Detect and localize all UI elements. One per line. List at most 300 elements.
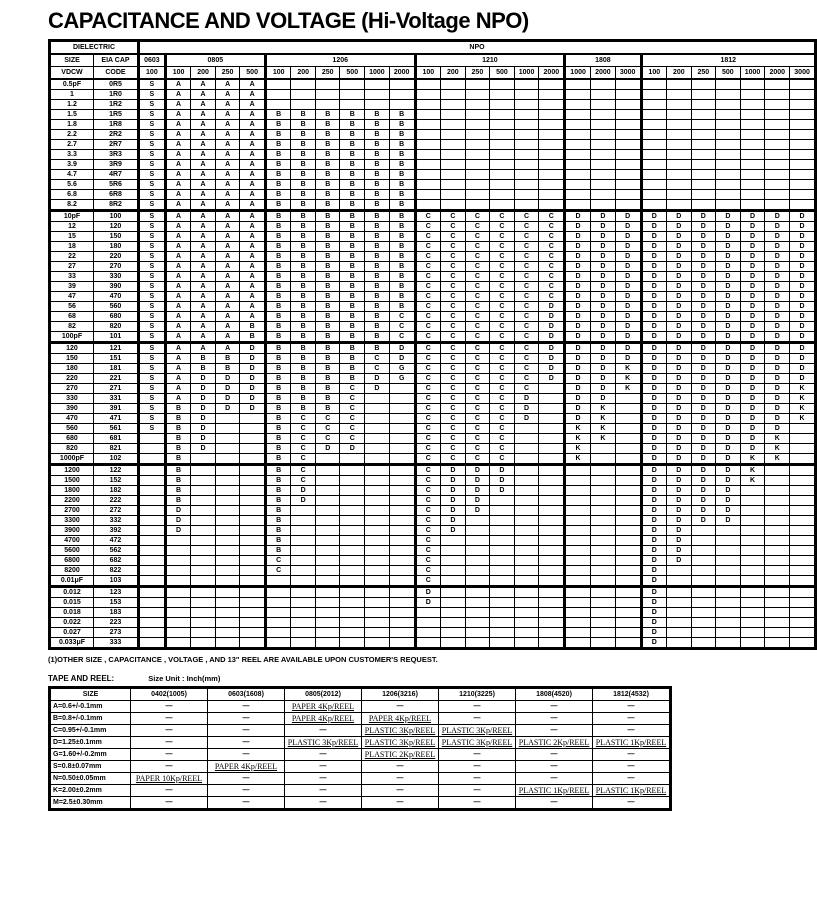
thickness-code-cell: D	[740, 332, 765, 343]
thickness-code-cell: D	[615, 282, 641, 292]
thickness-code-cell	[790, 444, 816, 454]
thickness-code-cell	[667, 587, 692, 598]
thickness-code-cell	[215, 566, 240, 576]
thickness-code-cell	[691, 170, 716, 180]
eia-code: 333	[93, 638, 138, 649]
cap-value: 2200	[50, 496, 94, 506]
thickness-code-cell: C	[415, 232, 441, 242]
thickness-code-cell	[415, 120, 441, 130]
thickness-code-cell	[415, 638, 441, 649]
thickness-code-cell	[139, 618, 166, 628]
thickness-code-cell: B	[265, 282, 291, 292]
thickness-code-cell	[514, 598, 539, 608]
thickness-code-cell	[415, 190, 441, 200]
thickness-code-cell	[539, 556, 565, 566]
thickness-code-cell	[590, 556, 615, 566]
thickness-code-cell	[716, 628, 741, 638]
thickness-code-cell	[340, 556, 365, 566]
thickness-code-cell: C	[415, 211, 441, 222]
thickness-code-cell	[590, 120, 615, 130]
thickness-code-cell	[667, 90, 692, 100]
thickness-code-cell: D	[790, 302, 816, 312]
thickness-code-cell	[514, 424, 539, 434]
thickness-code-cell	[215, 556, 240, 566]
thickness-code-cell	[365, 608, 390, 618]
thickness-code-cell: B	[315, 211, 340, 222]
thickness-code-cell	[615, 130, 641, 140]
thickness-code-cell: C	[465, 454, 490, 465]
thickness-code-cell: A	[240, 150, 266, 160]
thickness-code-cell: D	[389, 354, 415, 364]
thickness-code-cell	[539, 434, 565, 444]
thickness-code-cell	[765, 190, 790, 200]
thickness-code-cell: D	[667, 343, 692, 354]
thickness-code-cell: K	[790, 404, 816, 414]
thickness-code-cell: A	[240, 302, 266, 312]
thickness-code-cell: D	[740, 292, 765, 302]
thickness-code-cell	[365, 506, 390, 516]
thickness-code-cell	[340, 638, 365, 649]
thickness-code-cell: K	[740, 476, 765, 486]
page-title: CAPACITANCE AND VOLTAGE (Hi-Voltage NPO)	[48, 8, 529, 33]
thickness-code-cell: C	[415, 404, 441, 414]
thickness-code-cell	[340, 100, 365, 110]
thickness-code-cell: A	[191, 302, 216, 312]
thickness-code-cell: C	[315, 434, 340, 444]
thickness-code-cell: A	[215, 272, 240, 282]
thickness-code-cell	[615, 140, 641, 150]
thickness-code-cell: A	[165, 332, 191, 343]
thickness-code-cell: A	[191, 312, 216, 322]
thickness-code-cell	[315, 638, 340, 649]
thickness-code-cell: D	[465, 476, 490, 486]
thickness-code-cell	[441, 618, 466, 628]
thickness-code-cell	[790, 546, 816, 556]
thickness-code-cell: B	[291, 232, 316, 242]
thickness-code-cell	[415, 170, 441, 180]
thickness-code-cell: D	[691, 222, 716, 232]
thickness-code-cell	[765, 546, 790, 556]
thickness-code-cell: S	[139, 424, 166, 434]
thickness-code-cell	[365, 546, 390, 556]
thickness-code-cell: A	[191, 79, 216, 90]
thickness-code-cell: A	[191, 130, 216, 140]
thickness-code-cell: A	[215, 120, 240, 130]
cap-value: 27	[50, 262, 94, 272]
thickness-code-cell	[765, 79, 790, 90]
thickness-code-cell	[139, 526, 166, 536]
thickness-code-cell: K	[590, 434, 615, 444]
thickness-code-cell	[441, 566, 466, 576]
thickness-code-cell	[465, 628, 490, 638]
thickness-code-cell	[490, 638, 515, 649]
thickness-code-cell	[615, 110, 641, 120]
thickness-code-cell	[365, 434, 390, 444]
thickness-code-cell: D	[539, 332, 565, 343]
thickness-code-cell: D	[590, 262, 615, 272]
thickness-code-cell	[667, 140, 692, 150]
thickness-code-cell	[514, 476, 539, 486]
thickness-label: G=1.60+/-0.2mm	[50, 749, 131, 761]
thickness-code-cell: D	[716, 343, 741, 354]
thickness-code-cell: B	[291, 322, 316, 332]
thickness-code-cell	[389, 598, 415, 608]
thickness-code-cell: A	[165, 232, 191, 242]
thickness-code-cell	[539, 150, 565, 160]
thickness-code-cell	[465, 526, 490, 536]
thickness-code-cell	[590, 476, 615, 486]
thickness-code-cell	[641, 150, 667, 160]
thickness-code-cell: S	[139, 170, 166, 180]
thickness-code-cell: D	[765, 252, 790, 262]
thickness-code-cell: D	[740, 354, 765, 364]
thickness-code-cell	[191, 576, 216, 587]
thickness-code-cell	[389, 384, 415, 394]
thickness-code-cell: A	[165, 150, 191, 160]
thickness-code-cell	[667, 120, 692, 130]
thickness-code-cell	[465, 556, 490, 566]
thickness-code-cell	[790, 465, 816, 476]
thickness-code-cell	[790, 120, 816, 130]
thickness-code-cell	[441, 546, 466, 556]
thickness-code-cell	[514, 516, 539, 526]
thickness-code-cell: D	[465, 496, 490, 506]
size-unit-label: Size Unit : Inch(mm)	[148, 674, 221, 683]
thickness-code-cell	[590, 140, 615, 150]
thickness-code-cell: D	[191, 404, 216, 414]
thickness-code-cell	[441, 170, 466, 180]
reel-header: 0805(2012)	[285, 688, 362, 701]
thickness-code-cell: C	[514, 374, 539, 384]
thickness-code-cell: A	[165, 160, 191, 170]
thickness-code-cell: D	[590, 394, 615, 404]
thickness-code-cell	[415, 79, 441, 90]
thickness-code-cell: D	[740, 262, 765, 272]
thickness-code-cell	[514, 556, 539, 566]
cap-value: 0.018	[50, 608, 94, 618]
thickness-code-cell	[641, 130, 667, 140]
thickness-code-cell: B	[215, 354, 240, 364]
thickness-code-cell: S	[139, 252, 166, 262]
thickness-code-cell: C	[490, 262, 515, 272]
thickness-code-cell	[615, 496, 641, 506]
thickness-code-cell	[740, 160, 765, 170]
eia-code: 221	[93, 374, 138, 384]
thickness-code-cell	[641, 90, 667, 100]
thickness-code-cell: C	[441, 414, 466, 424]
thickness-code-cell: D	[514, 404, 539, 414]
thickness-code-cell	[790, 190, 816, 200]
thickness-code-cell: D	[641, 322, 667, 332]
thickness-code-cell: B	[265, 222, 291, 232]
thickness-code-cell	[139, 556, 166, 566]
thickness-code-cell: C	[415, 282, 441, 292]
thickness-code-cell	[667, 180, 692, 190]
cap-value: 6800	[50, 556, 94, 566]
cap-value: 150	[50, 354, 94, 364]
thickness-code-cell	[139, 546, 166, 556]
reel-value-cell: PLASTIC 3Kp/REEL	[439, 725, 516, 737]
thickness-code-cell: B	[265, 110, 291, 120]
thickness-code-cell	[539, 120, 565, 130]
thickness-code-cell: B	[389, 140, 415, 150]
thickness-code-cell	[240, 576, 266, 587]
thickness-code-cell: D	[691, 322, 716, 332]
thickness-code-cell	[615, 180, 641, 190]
thickness-code-cell	[465, 79, 490, 90]
thickness-code-cell	[139, 486, 166, 496]
thickness-code-cell: K	[765, 454, 790, 465]
thickness-code-cell	[740, 598, 765, 608]
thickness-code-cell: A	[215, 232, 240, 242]
thickness-code-cell: C	[340, 424, 365, 434]
thickness-code-cell: B	[265, 200, 291, 211]
thickness-code-cell	[465, 576, 490, 587]
thickness-code-cell: C	[514, 343, 539, 354]
thickness-code-cell	[716, 160, 741, 170]
thickness-code-cell	[514, 160, 539, 170]
thickness-code-cell: D	[590, 384, 615, 394]
thickness-code-cell: B	[265, 190, 291, 200]
thickness-code-cell	[191, 587, 216, 598]
thickness-code-cell	[615, 536, 641, 546]
thickness-code-cell: C	[415, 476, 441, 486]
thickness-code-cell	[641, 200, 667, 211]
thickness-code-cell	[590, 454, 615, 465]
thickness-code-cell	[790, 618, 816, 628]
thickness-code-cell	[215, 424, 240, 434]
thickness-code-cell: C	[465, 272, 490, 282]
thickness-code-cell	[641, 180, 667, 190]
thickness-code-cell: D	[716, 424, 741, 434]
thickness-code-cell	[215, 598, 240, 608]
eia-code: 4R7	[93, 170, 138, 180]
thickness-code-cell: B	[265, 424, 291, 434]
thickness-code-cell	[539, 628, 565, 638]
thickness-code-cell: D	[667, 374, 692, 384]
thickness-code-cell	[615, 506, 641, 516]
thickness-code-cell: B	[365, 292, 390, 302]
thickness-code-cell	[765, 618, 790, 628]
eia-code: 272	[93, 506, 138, 516]
eia-code: 822	[93, 566, 138, 576]
thickness-code-cell: D	[667, 302, 692, 312]
thickness-code-cell	[790, 486, 816, 496]
thickness-code-cell	[790, 566, 816, 576]
thickness-code-cell	[514, 638, 539, 649]
thickness-code-cell: D	[240, 384, 266, 394]
thickness-code-cell	[389, 454, 415, 465]
thickness-code-cell: D	[716, 444, 741, 454]
thickness-code-cell: B	[315, 384, 340, 394]
thickness-code-cell	[539, 608, 565, 618]
reel-dash-cell: —	[593, 773, 671, 785]
thickness-code-cell: C	[490, 394, 515, 404]
thickness-code-cell: D	[716, 384, 741, 394]
reel-value-cell: PLASTIC 2Kp/REEL	[516, 737, 593, 749]
thickness-code-cell	[539, 465, 565, 476]
thickness-code-cell	[740, 120, 765, 130]
thickness-code-cell: B	[365, 232, 390, 242]
thickness-code-cell	[615, 576, 641, 587]
thickness-code-cell: C	[441, 364, 466, 374]
thickness-code-cell: B	[291, 130, 316, 140]
thickness-code-cell: C	[514, 262, 539, 272]
thickness-code-cell: A	[191, 211, 216, 222]
thickness-code-cell	[315, 566, 340, 576]
thickness-code-cell: D	[565, 384, 591, 394]
thickness-code-cell	[490, 516, 515, 526]
thickness-code-cell: D	[215, 404, 240, 414]
cap-value: 1.5	[50, 110, 94, 120]
voltage-header: 200	[441, 67, 466, 80]
thickness-code-cell: A	[215, 211, 240, 222]
thickness-code-cell: C	[441, 222, 466, 232]
thickness-code-cell	[165, 546, 191, 556]
thickness-code-cell: D	[641, 374, 667, 384]
thickness-code-cell: D	[641, 628, 667, 638]
thickness-code-cell	[716, 120, 741, 130]
eia-code: 123	[93, 587, 138, 598]
thickness-code-cell	[790, 100, 816, 110]
thickness-code-cell: C	[291, 414, 316, 424]
thickness-code-cell	[365, 394, 390, 404]
thickness-code-cell	[240, 598, 266, 608]
thickness-code-cell	[291, 598, 316, 608]
thickness-code-cell: C	[490, 292, 515, 302]
reel-dash-cell: —	[208, 797, 285, 810]
thickness-code-cell	[790, 576, 816, 587]
thickness-code-cell	[415, 100, 441, 110]
cap-value: 10pF	[50, 211, 94, 222]
thickness-code-cell	[389, 414, 415, 424]
thickness-code-cell	[315, 79, 340, 90]
thickness-code-cell: B	[265, 150, 291, 160]
thickness-code-cell: D	[716, 292, 741, 302]
thickness-code-cell: D	[641, 364, 667, 374]
thickness-code-cell: D	[641, 404, 667, 414]
thickness-code-cell	[590, 628, 615, 638]
thickness-code-cell	[139, 454, 166, 465]
thickness-code-cell	[790, 140, 816, 150]
thickness-code-cell	[441, 638, 466, 649]
thickness-code-cell	[615, 424, 641, 434]
thickness-code-cell	[716, 170, 741, 180]
thickness-code-cell	[240, 608, 266, 618]
thickness-code-cell: C	[441, 262, 466, 272]
thickness-code-cell: D	[691, 332, 716, 343]
thickness-code-cell: A	[191, 222, 216, 232]
thickness-code-cell: D	[716, 414, 741, 424]
thickness-code-cell: D	[165, 506, 191, 516]
thickness-code-cell	[691, 150, 716, 160]
thickness-code-cell: D	[667, 496, 692, 506]
reel-header: 1210(3225)	[439, 688, 516, 701]
thickness-code-cell: B	[265, 384, 291, 394]
thickness-code-cell: B	[165, 434, 191, 444]
reel-dash-cell: —	[516, 797, 593, 810]
reel-dash-cell: —	[439, 701, 516, 713]
thickness-code-cell	[315, 100, 340, 110]
thickness-code-cell	[165, 576, 191, 587]
thickness-code-cell: C	[415, 343, 441, 354]
thickness-code-cell	[389, 566, 415, 576]
thickness-code-cell: D	[291, 486, 316, 496]
thickness-label: B=0.8+/-0.1mm	[50, 713, 131, 725]
thickness-code-cell	[291, 556, 316, 566]
thickness-code-cell	[514, 587, 539, 598]
thickness-code-cell	[539, 190, 565, 200]
thickness-code-cell: D	[740, 374, 765, 384]
thickness-code-cell	[265, 598, 291, 608]
thickness-code-cell	[340, 526, 365, 536]
thickness-code-cell: C	[291, 424, 316, 434]
thickness-code-cell: D	[716, 506, 741, 516]
thickness-code-cell: D	[215, 384, 240, 394]
thickness-code-cell: C	[490, 354, 515, 364]
thickness-code-cell	[790, 628, 816, 638]
thickness-code-cell	[590, 110, 615, 120]
thickness-code-cell	[716, 110, 741, 120]
thickness-code-cell: D	[691, 496, 716, 506]
thickness-code-cell	[539, 79, 565, 90]
thickness-code-cell	[590, 486, 615, 496]
thickness-code-cell: D	[667, 434, 692, 444]
thickness-code-cell	[790, 476, 816, 486]
eia-code: 100	[93, 211, 138, 222]
thickness-code-cell	[441, 100, 466, 110]
thickness-code-cell: C	[415, 292, 441, 302]
thickness-code-cell: D	[691, 414, 716, 424]
thickness-code-cell	[590, 576, 615, 587]
thickness-code-cell	[565, 79, 591, 90]
cap-value: 6.8	[50, 190, 94, 200]
thickness-code-cell: C	[490, 332, 515, 343]
thickness-code-cell: C	[415, 516, 441, 526]
thickness-code-cell	[465, 130, 490, 140]
thickness-code-cell: A	[240, 120, 266, 130]
eia-code: 181	[93, 364, 138, 374]
thickness-code-cell: B	[315, 160, 340, 170]
cap-value: 560	[50, 424, 94, 434]
cap-value: 1.2	[50, 100, 94, 110]
thickness-code-cell: D	[691, 242, 716, 252]
thickness-code-cell	[365, 516, 390, 526]
thickness-code-cell	[139, 638, 166, 649]
thickness-code-cell: C	[490, 242, 515, 252]
thickness-code-cell	[389, 465, 415, 476]
thickness-code-cell	[641, 120, 667, 130]
thickness-code-cell	[565, 486, 591, 496]
thickness-code-cell	[215, 496, 240, 506]
thickness-code-cell	[465, 180, 490, 190]
thickness-code-cell	[465, 160, 490, 170]
thickness-code-cell: D	[765, 232, 790, 242]
thickness-code-cell: B	[340, 322, 365, 332]
thickness-code-cell	[215, 618, 240, 628]
thickness-code-cell	[265, 79, 291, 90]
thickness-code-cell: A	[165, 312, 191, 322]
reel-dash-cell: —	[285, 749, 362, 761]
thickness-code-cell: A	[215, 242, 240, 252]
thickness-code-cell: D	[740, 272, 765, 282]
thickness-code-cell: K	[565, 454, 591, 465]
thickness-code-cell: B	[315, 394, 340, 404]
thickness-code-cell: D	[615, 242, 641, 252]
thickness-code-cell	[615, 638, 641, 649]
thickness-code-cell	[215, 465, 240, 476]
thickness-code-cell: D	[667, 394, 692, 404]
